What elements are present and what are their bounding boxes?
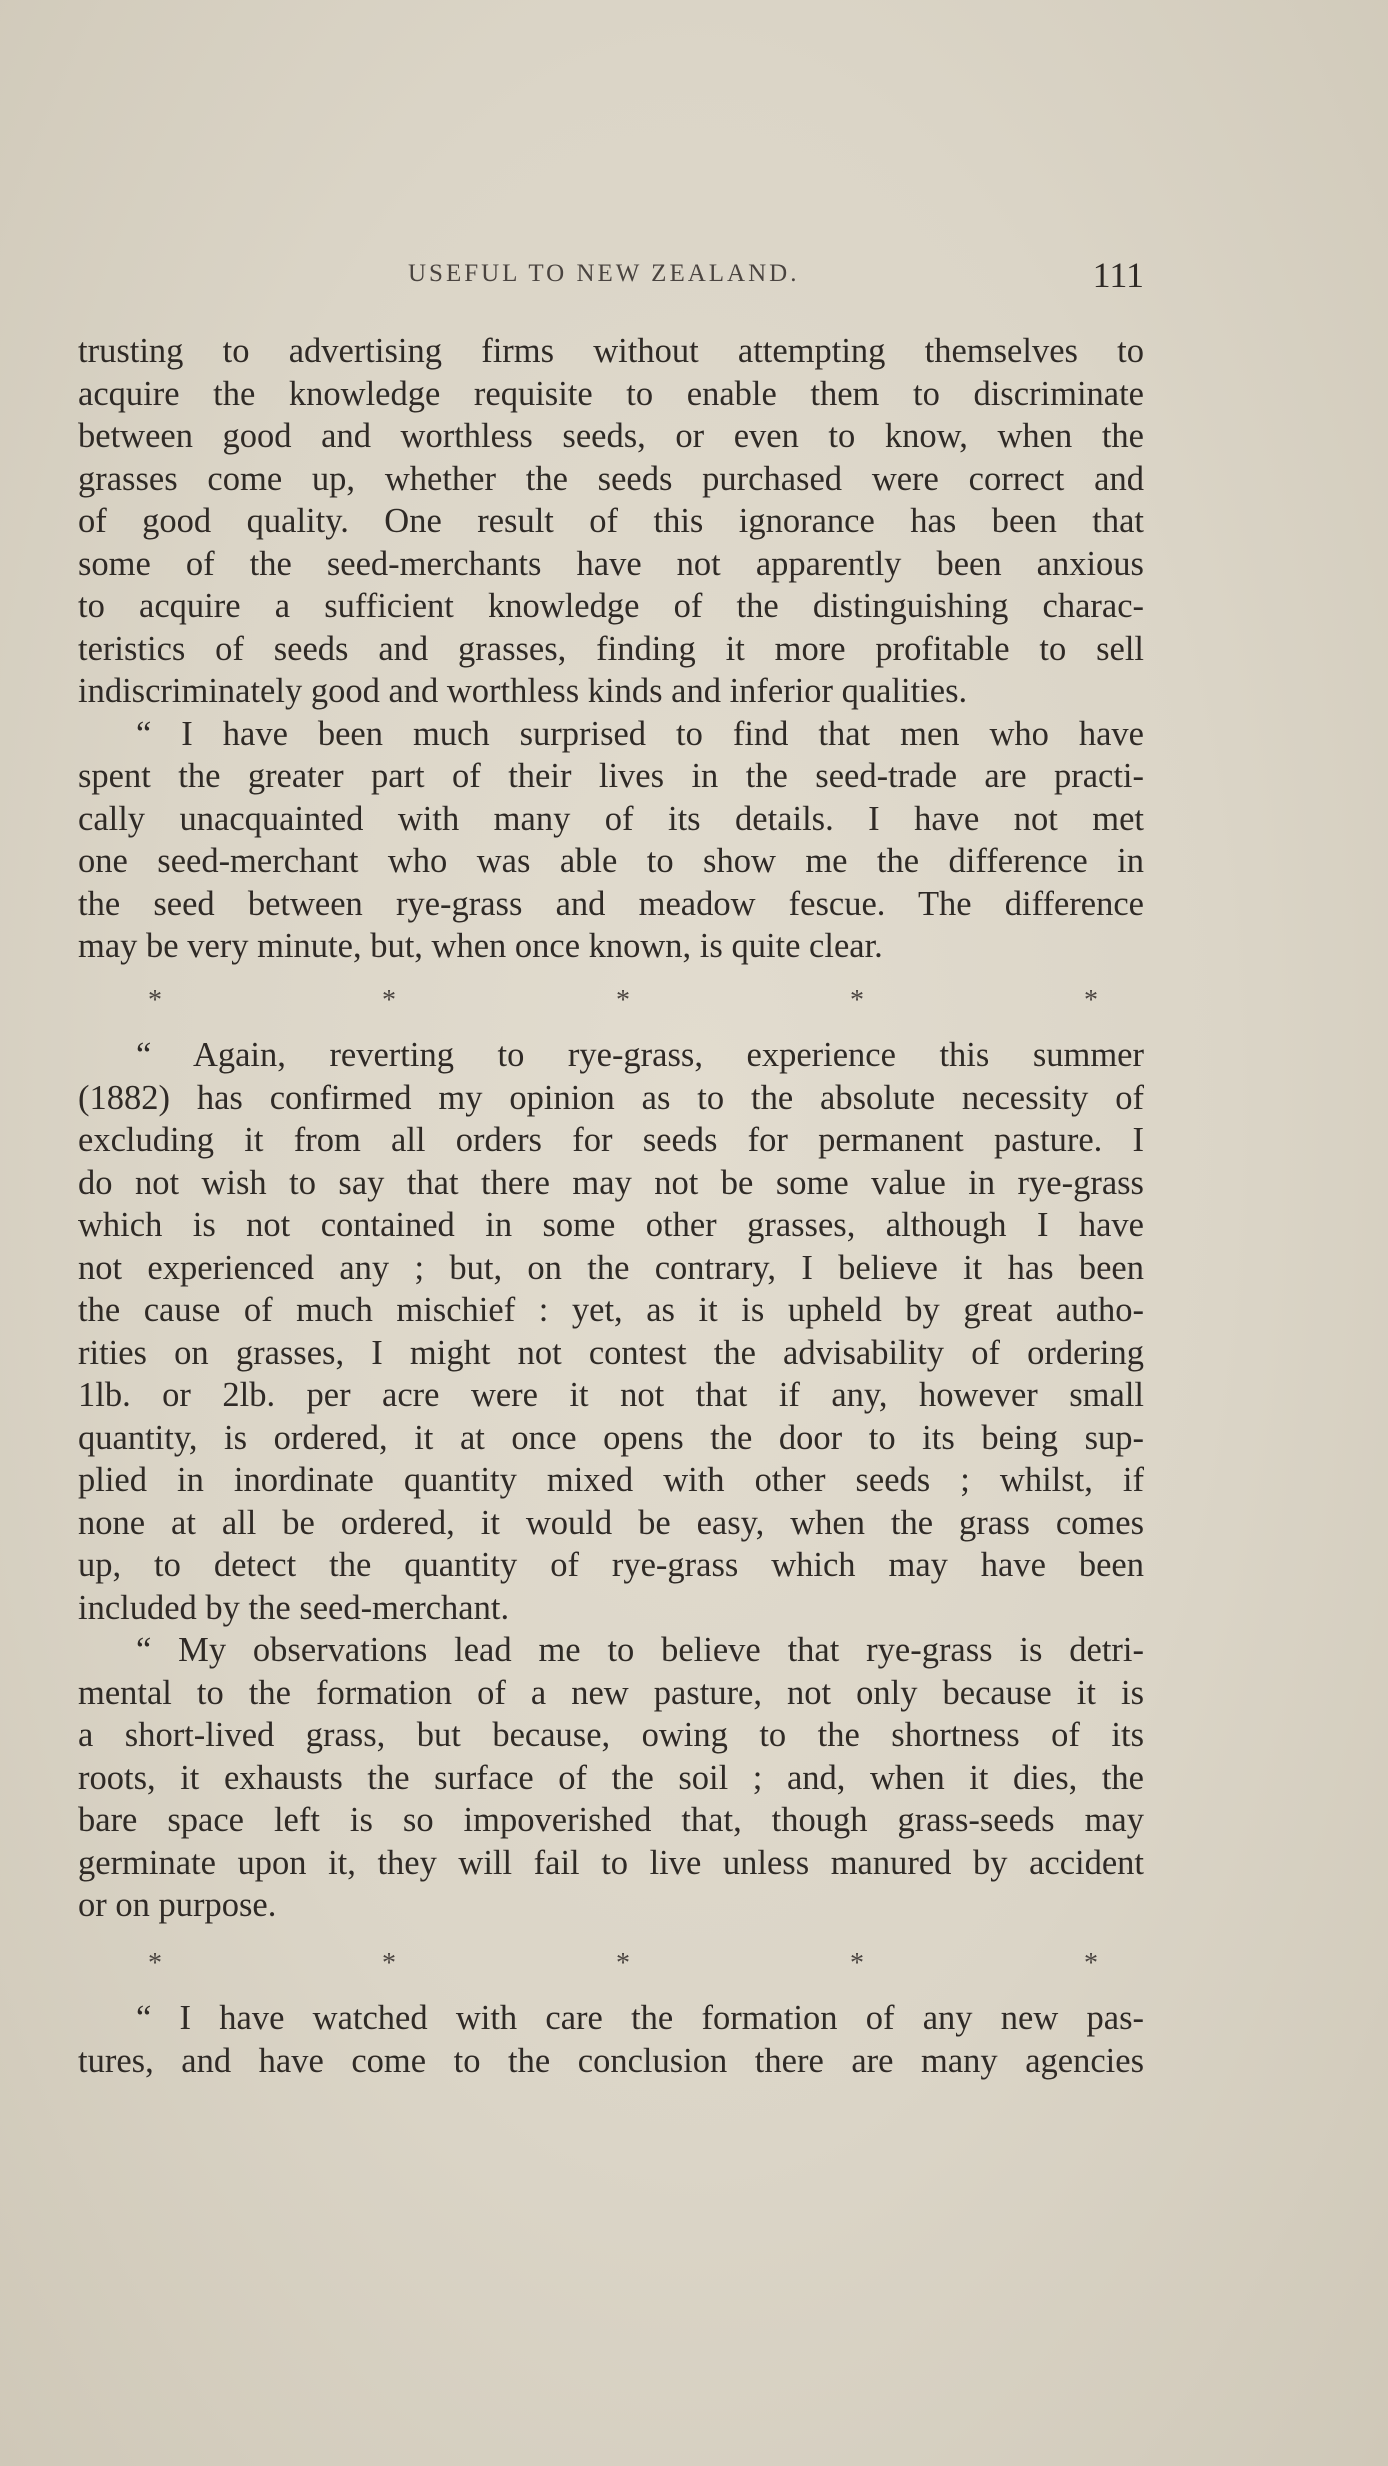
text-line: do not wish to say that there may not be some value in rye-grass: [78, 1163, 1144, 1202]
text-line: of good quality. One result of this ignorance has been that: [78, 502, 1144, 540]
text-line: germinate upon it, they will fail to live unless manured by accident: [78, 1843, 1144, 1882]
text-line: mental to the formation of a new pasture, not only because it is: [78, 1673, 1144, 1712]
paragraph-4: [78, 1629, 1144, 1927]
asterisk: *: [1084, 984, 1098, 1016]
asterisk: *: [148, 984, 162, 1016]
text-line: none at all be ordered, it would be easy, when the grass comes: [78, 1503, 1144, 1542]
text-line: cally unacquainted with many of its details. I have not met: [78, 799, 1144, 838]
text-line: “ I have watched with care the formation of any new pas-: [136, 1999, 1144, 2037]
text-line: some of the seed-merchants have not apparently been anxious: [78, 544, 1144, 583]
text-line: indiscriminately good and worthless kinds and inferior qualities.: [78, 672, 968, 710]
text-line: teristics of seeds and grasses, finding it more profitable to sell: [78, 629, 1144, 668]
text-line: or on purpose.: [78, 1886, 277, 1924]
text-line: the seed between rye-grass and meadow fescue. The difference: [78, 884, 1144, 923]
text-line: up, to detect the quantity of rye-grass which may have been: [78, 1546, 1144, 1584]
text-line: not experienced any ; but, on the contrary, I believe it has been: [78, 1248, 1144, 1287]
text-line: spent the greater part of their lives in the seed-trade are practi-: [78, 757, 1144, 795]
text-line: included by the seed-merchant.: [78, 1588, 510, 1627]
text-line: the cause of much mischief : yet, as it is upheld by great autho-: [78, 1291, 1144, 1329]
text-line: bare space left is so impoverished that, though grass-seeds may: [78, 1801, 1144, 1839]
text-line: “ My observations lead me to believe that rye-grass is detri-: [136, 1631, 1144, 1669]
paragraph-5: [78, 1997, 1144, 2082]
text-line: “ I have been much surprised to find that men who have: [136, 714, 1144, 753]
text-line: between good and worthless seeds, or even to know, when the: [78, 417, 1144, 455]
asterisk: *: [148, 1947, 162, 1979]
asterisk: *: [616, 1947, 630, 1979]
text-line: a short-lived grass, but because, owing to the shortness of its: [78, 1716, 1144, 1754]
asterism-divider: [78, 980, 1144, 1023]
paragraph-1: [78, 330, 1144, 713]
body-text: [78, 330, 1144, 2082]
asterisk: *: [1084, 1947, 1098, 1979]
text-line: excluding it from all orders for seeds for permanent pasture. I: [78, 1121, 1144, 1159]
paragraph-2: [78, 713, 1144, 968]
text-line: tures, and have come to the conclusion there are many agencies: [78, 2041, 1144, 2080]
text-line: may be very minute, but, when once known, is quite clear.: [78, 927, 883, 965]
asterisk: *: [382, 984, 396, 1016]
text-line: (1882) has confirmed my opinion as to the absolute necessity of: [78, 1078, 1144, 1117]
text-line: grasses come up, whether the seeds purchased were correct and: [78, 459, 1144, 498]
text-line: 1lb. or 2lb. per acre were it not that if any, however small: [78, 1376, 1144, 1414]
text-line: trusting to advertising firms without attempting themselves to: [78, 332, 1144, 370]
text-line: plied in inordinate quantity mixed with other seeds ; whilst, if: [78, 1461, 1144, 1499]
text-line: quantity, is ordered, it at once opens the door to its being sup-: [78, 1418, 1144, 1457]
paragraph-3: [78, 1034, 1144, 1629]
asterisk: *: [850, 984, 864, 1016]
running-head: USEFUL TO NEW ZEALAND.: [408, 260, 800, 287]
page-header: [78, 254, 1144, 294]
asterisk: *: [850, 1947, 864, 1979]
text-line: rities on grasses, I might not contest the advisability of ordering: [78, 1333, 1144, 1372]
page-number: 111: [1092, 255, 1144, 295]
asterism-divider: [78, 1943, 1144, 1986]
text-line: to acquire a sufficient knowledge of the distinguishing charac-: [78, 587, 1144, 625]
asterisk: *: [616, 984, 630, 1016]
text-line: roots, it exhausts the surface of the soil ; and, when it dies, the: [78, 1758, 1144, 1797]
text-line: which is not contained in some other grasses, although I have: [78, 1206, 1144, 1244]
asterisk: *: [382, 1947, 396, 1979]
text-line: acquire the knowledge requisite to enable them to discriminate: [78, 374, 1144, 413]
text-line: “ Again, reverting to rye-grass, experience this summer: [136, 1036, 1144, 1074]
text-line: one seed-merchant who was able to show me the difference in: [78, 842, 1144, 880]
